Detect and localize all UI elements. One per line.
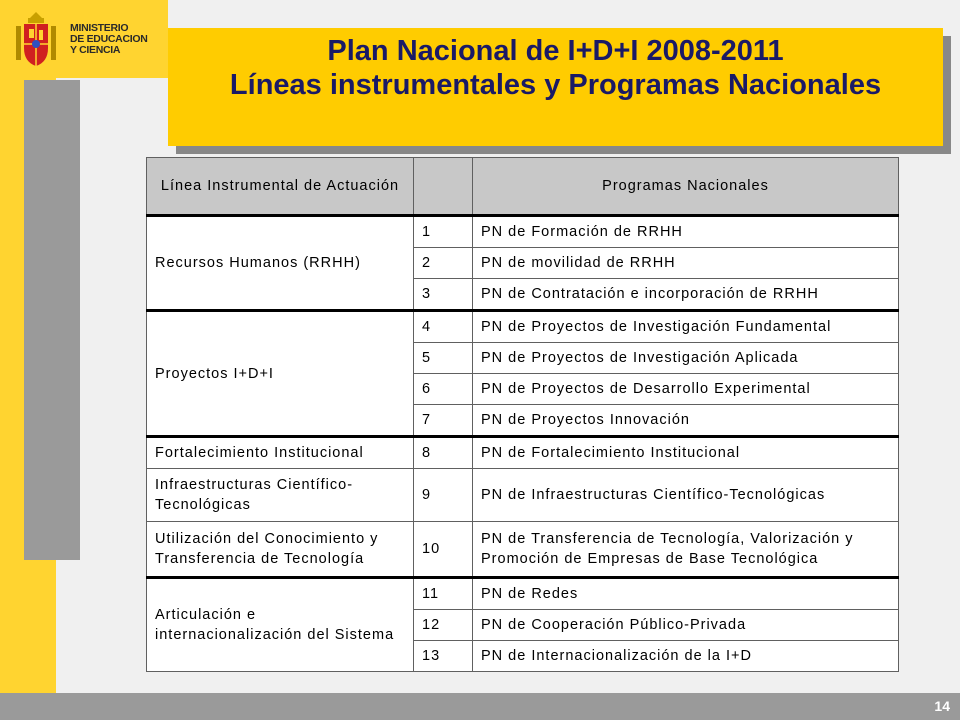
number-cell: 7 [414, 405, 473, 437]
program-cell: PN de Redes [473, 578, 899, 610]
header-number [414, 158, 473, 216]
table-header-row [147, 158, 899, 216]
program-cell: PN de Internacionalización de la I+D [473, 641, 899, 672]
linea-cell: Articulación e internacionalización del Sistema [147, 578, 414, 672]
page-subtitle: Líneas instrumentales y Programas Nacionales [229, 69, 882, 101]
ministry-name [70, 23, 148, 56]
table-row [147, 522, 899, 578]
linea-cell: Utilización del Conocimiento y Transferencia de Tecnología [147, 522, 414, 578]
program-cell: PN de Proyectos Innovación [473, 405, 899, 437]
number-cell: 4 [414, 311, 473, 343]
left-gray-bar [24, 80, 80, 560]
number-cell: 10 [414, 522, 473, 578]
ministry-line-3: Y CIENCIA [70, 43, 121, 56]
page-title: Plan Nacional de I+D+I 2008-2011 [327, 35, 784, 67]
table-row [147, 437, 899, 469]
header-programas: Programas Nacionales [473, 158, 899, 216]
table-row [147, 216, 899, 248]
ministry-line-2: DE EDUCACION [70, 32, 148, 45]
title-box [168, 28, 943, 146]
program-cell: PN de Cooperación Público-Privada [473, 610, 899, 641]
program-cell: PN de Formación de RRHH [473, 216, 899, 248]
program-cell: PN de movilidad de RRHH [473, 248, 899, 279]
header-linea: Línea Instrumental de Actuación [147, 158, 414, 216]
number-cell: 9 [414, 469, 473, 522]
page-number: 14 [934, 698, 950, 714]
program-cell: PN de Fortalecimiento Institucional [473, 437, 899, 469]
program-cell: PN de Proyectos de Desarrollo Experimental [473, 374, 899, 405]
coat-of-arms-icon [10, 8, 62, 70]
program-cell: PN de Proyectos de Investigación Fundamental [473, 311, 899, 343]
number-cell: 6 [414, 374, 473, 405]
table-row [147, 578, 899, 610]
number-cell: 5 [414, 343, 473, 374]
program-cell: PN de Infraestructuras Científico-Tecnológicas [473, 469, 899, 522]
linea-cell: Infraestructuras Científico-Tecnológicas [147, 469, 414, 522]
programs-table [146, 157, 899, 672]
linea-cell: Recursos Humanos (RRHH) [147, 216, 414, 311]
ministry-line-1: MINISTERIO [70, 21, 129, 34]
number-cell: 1 [414, 216, 473, 248]
number-cell: 11 [414, 578, 473, 610]
number-cell: 2 [414, 248, 473, 279]
program-cell: PN de Contratación e incorporación de RRHH [473, 279, 899, 311]
number-cell: 13 [414, 641, 473, 672]
table-row [147, 469, 899, 522]
number-cell: 8 [414, 437, 473, 469]
ministry-logo [0, 0, 168, 78]
number-cell: 3 [414, 279, 473, 311]
program-cell: PN de Transferencia de Tecnología, Valorización y Promoción de Empresas de Base Tecnológica [473, 522, 899, 578]
number-cell: 12 [414, 610, 473, 641]
linea-cell: Proyectos I+D+I [147, 311, 414, 437]
program-cell: PN de Proyectos de Investigación Aplicada [473, 343, 899, 374]
footer-bar [0, 693, 960, 720]
linea-cell: Fortalecimiento Institucional [147, 437, 414, 469]
table-row [147, 311, 899, 343]
